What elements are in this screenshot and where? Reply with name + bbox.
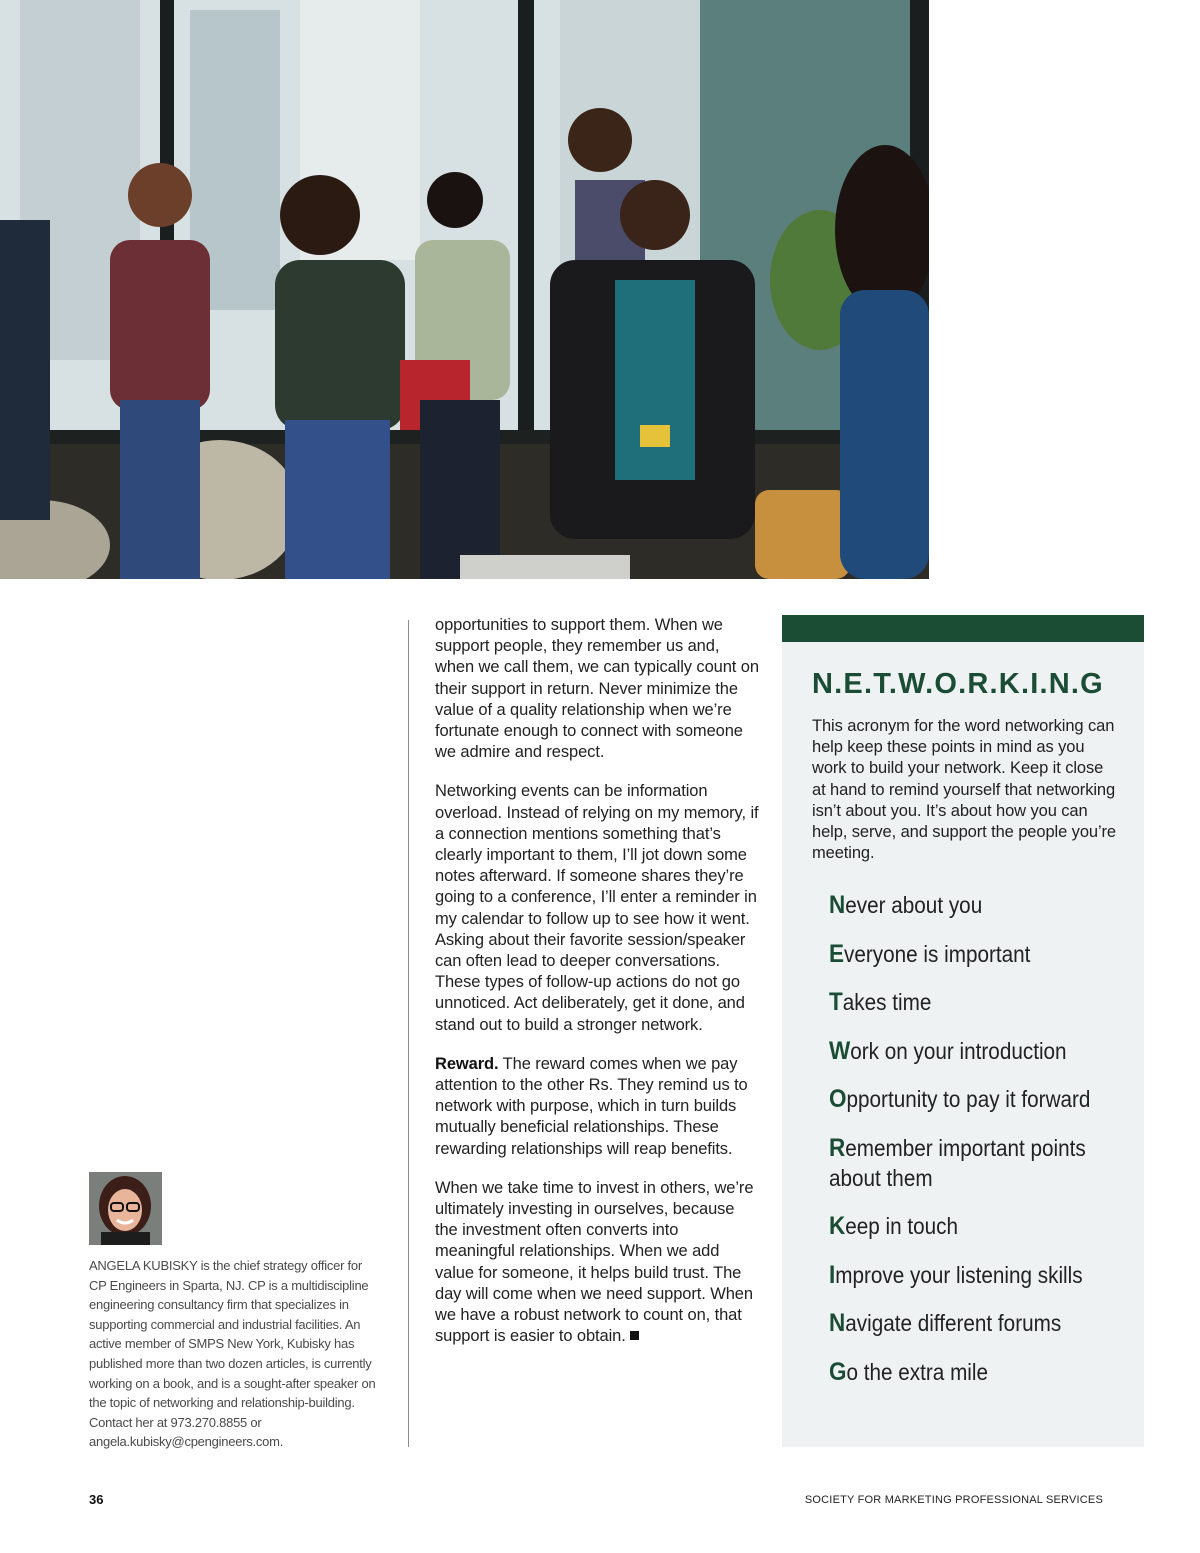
acronym-item: Improve your listening skills — [829, 1260, 1083, 1289]
column-divider — [408, 620, 409, 1447]
acronym-item: Navigate different forums — [829, 1309, 1062, 1337]
article-column — [435, 615, 760, 1366]
acronym-item: Takes time — [829, 988, 932, 1016]
sidebar-header-bar — [782, 615, 1144, 642]
article-paragraph: opportunities to support them. When we support people, they remember us and, when we call them, we can typically count on their support in return. Never minimize the value of a quality relationship when we’re fortunate enough to connect with someone we admire and respect. — [435, 616, 759, 762]
publication-name: SOCIETY FOR MARKETING PROFESSIONAL SERVICES — [804, 1494, 1103, 1506]
author-portrait-illustration — [89, 1172, 162, 1245]
author-bio: ANGELA KUBISKY is the chief strategy officer for CP Engineers in Sparta, NJ. CP is a multidiscipline engineering consultancy firm that specializes in supporting commercial and industrial facilities. An active member of SMPS New York, Kubisky has published more than two dozen articles, is currently working on a book, and is a sought-after speaker on the topic of networking and relationship-building. Contact her at 973.270.8855 or angela.kubisky@cpengineers.com. — [89, 1258, 376, 1450]
acronym-item: Keep in touch — [829, 1212, 959, 1240]
hero-photo — [0, 0, 929, 579]
acronym-item: Remember important points about them — [829, 1133, 1086, 1191]
article-paragraph: Reward. The reward comes when we pay attention to the other Rs. They remind us to network with purpose, which in turn builds mutually beneficial relationships. These rewarding relationships will reap benefits. — [435, 1054, 748, 1158]
sidebar-intro: This acronym for the word networking can help keep these points in mind as you work to build your network. Keep it close at hand to remind yourself that networking isn’t about you. It’s about how you can help, serve, and support the people you’re meeting. — [812, 717, 1117, 863]
article-paragraph: When we take time to invest in others, we’re ultimately investing in ourselves, because the investment often converts into meaningful relationships. When we add value for someone, it helps build trust. The day will come when we need support. When we have a robust network to count on, that support is easier to obtain. — [435, 1178, 754, 1346]
page-number: 36 — [89, 1492, 104, 1507]
end-of-article-mark — [630, 1331, 639, 1340]
section-lead-reward: Reward. — [435, 1054, 499, 1073]
networking-event-illustration — [0, 0, 929, 579]
sidebar-title: N.E.T.W.O.R.K.I.N.G — [812, 668, 1104, 700]
acronym-item: Work on your introduction — [829, 1036, 1067, 1065]
acronym-item: Never about you — [829, 891, 983, 919]
acronym-list — [829, 890, 1129, 1405]
acronym-item: Go the extra mile — [829, 1357, 989, 1386]
acronym-item: Everyone is important — [829, 939, 1031, 968]
article-paragraph: Networking events can be information overload. Instead of relying on my memory, if a connection mentions something that’s clearly important to them, I’ll jot down some notes afterward. If someone shares they’re going to a conference, I’ll enter a reminder in my calendar to follow up to see how it went. Asking about their favorite session/speaker can often lead to deeper conversations. These types of follow-up actions do not go unnoticed. Act deliberately, get it done, and stand out to build a stronger network. — [435, 782, 759, 1034]
author-headshot — [89, 1172, 162, 1245]
acronym-item: Opportunity to pay it forward — [829, 1085, 1091, 1113]
